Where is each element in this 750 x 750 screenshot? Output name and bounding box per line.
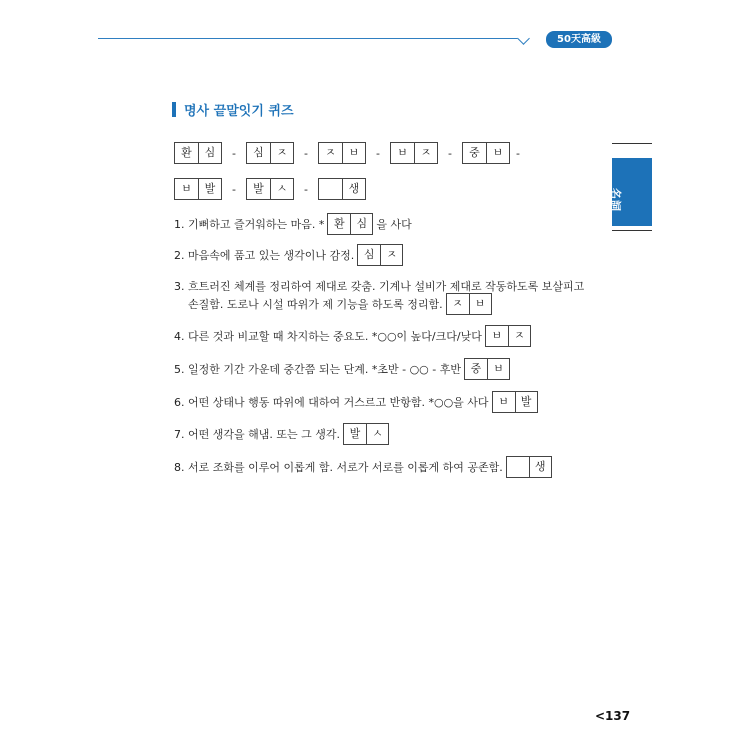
syllable-cell: ㅂ <box>397 146 408 159</box>
question-text: 7. 어떤 생각을 해냄. 또는 그 생각. <box>174 428 340 441</box>
syllable-cell: ㅅ <box>270 179 293 199</box>
question-3-line-1: 3. 흐트러진 체계를 정리하여 제대로 갖춤. 기계나 설비가 제대로 작동하도록 보살피고 <box>174 280 585 293</box>
title-marker <box>172 102 176 117</box>
syllable-cell: ㅈ <box>414 143 437 163</box>
question-3-line-2 <box>188 293 492 315</box>
question-text: 1. 기뻐하고 즐거워하는 마음. * <box>174 218 325 231</box>
question-text: 6. 어떤 상태나 행동 따위에 대하여 거스르고 반항함. *○○을 사다 <box>174 396 489 409</box>
header-rule-notch <box>517 32 530 45</box>
answer-cell: 심 <box>363 248 375 261</box>
answer-box <box>464 358 510 380</box>
syllable-cell: 심 <box>253 146 264 159</box>
answer-cell-blank <box>507 457 529 477</box>
question-4 <box>174 325 534 347</box>
chain-dash: - <box>448 146 452 160</box>
syllable-cell: ㅈ <box>325 146 336 159</box>
section-title: 명사 끝말잇기 퀴즈 <box>184 104 294 119</box>
side-tab-label: 名詞 <box>609 188 622 212</box>
header-rule <box>98 38 522 39</box>
chain-dash: - <box>232 146 236 160</box>
question-text: 손질함. 도로나 시설 따위가 제 기능을 하도록 정리함. <box>188 298 443 311</box>
side-tab-rule-top <box>612 143 652 144</box>
chain-dash: - <box>304 182 308 196</box>
answer-cell: ㅂ <box>491 329 503 342</box>
question-5 <box>174 358 513 380</box>
syllable-cell: 발 <box>253 182 264 195</box>
question-1 <box>174 213 412 235</box>
word-box <box>390 142 438 164</box>
answer-cell: ㅂ <box>487 359 509 379</box>
word-box <box>246 142 294 164</box>
side-tab-rule-bottom <box>612 230 652 231</box>
question-text: 8. 서로 조화를 이루어 이롭게 함. 서로가 서로를 이롭게 하여 공존함. <box>174 461 503 474</box>
answer-cell: ㅈ <box>508 326 530 346</box>
question-7 <box>174 423 392 445</box>
page-number: <137 <box>595 709 631 723</box>
word-box <box>462 142 510 164</box>
answer-box <box>327 213 373 235</box>
answer-box <box>357 244 403 266</box>
chain-row-2 <box>174 178 366 200</box>
word-box <box>174 142 222 164</box>
answer-cell: 발 <box>515 392 537 412</box>
word-box <box>318 178 366 200</box>
syllable-cell: 중 <box>469 146 480 159</box>
syllable-cell-blank <box>319 179 342 199</box>
question-suffix: 을 사다 <box>376 218 412 231</box>
question-6 <box>174 391 541 413</box>
syllable-cell: 환 <box>181 146 192 159</box>
syllable-cell: ㅈ <box>270 143 293 163</box>
question-2 <box>174 244 406 266</box>
word-box <box>318 142 366 164</box>
answer-box <box>492 391 538 413</box>
syllable-cell: 발 <box>198 179 221 199</box>
answer-cell: 심 <box>350 214 372 234</box>
chain-dash: - <box>516 146 520 160</box>
syllable-cell: 심 <box>198 143 221 163</box>
syllable-cell: ㅂ <box>181 182 192 195</box>
answer-cell: ㅅ <box>366 424 388 444</box>
syllable-cell: ㅂ <box>342 143 365 163</box>
chain-row-1 <box>174 142 526 164</box>
side-tab <box>609 158 652 226</box>
chain-dash: - <box>232 182 236 196</box>
question-8 <box>174 456 555 478</box>
answer-cell: ㅂ <box>498 395 509 408</box>
answer-box <box>506 456 552 478</box>
answer-box <box>446 293 492 315</box>
answer-cell: 중 <box>470 362 482 375</box>
answer-cell: ㅂ <box>469 294 491 314</box>
question-text: 5. 일정한 기간 가운데 중간쯤 되는 단계. *초반 - ○○ - 후반 <box>174 363 461 376</box>
answer-cell: ㅈ <box>452 297 463 310</box>
question-text: 2. 마음속에 품고 있는 생각이나 감정. <box>174 249 355 262</box>
answer-box <box>343 423 389 445</box>
chain-dash: - <box>304 146 308 160</box>
answer-cell: 환 <box>334 217 345 230</box>
chain-dash: - <box>376 146 380 160</box>
syllable-cell: ㅂ <box>486 143 509 163</box>
answer-cell: 생 <box>529 457 551 477</box>
level-badge: 50天高級 <box>546 31 612 48</box>
answer-cell: 발 <box>349 427 361 440</box>
answer-cell: ㅈ <box>380 245 402 265</box>
answer-box <box>485 325 531 347</box>
question-text: 4. 다른 것과 비교할 때 차지하는 중요도. *○○이 높다/크다/낮다 <box>174 330 482 343</box>
word-box <box>246 178 294 200</box>
syllable-cell: 생 <box>342 179 365 199</box>
word-box <box>174 178 222 200</box>
